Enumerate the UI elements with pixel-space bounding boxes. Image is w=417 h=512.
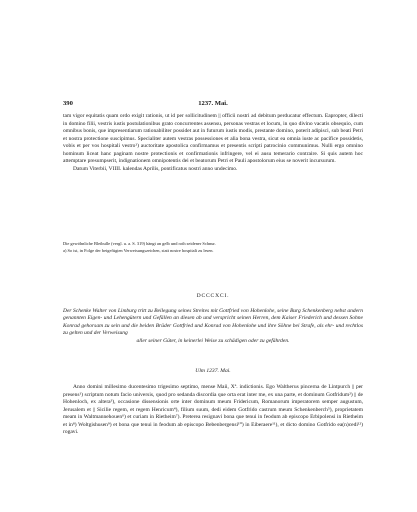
footnote-a: a) So ist, in Folge der beigefügten Verweisungszeichen, statt nostre hospitali zu lesen. bbox=[63, 248, 214, 253]
running-header bbox=[63, 100, 363, 112]
charter-text-end bbox=[63, 113, 363, 173]
place-date-line: Ulm 1237. Mai. bbox=[195, 368, 231, 374]
regest-text-end: aller seiner Güter, in keinerlei Weise zu schädigen oder zu gefährden. bbox=[136, 337, 290, 344]
regest-summary bbox=[63, 308, 363, 345]
regest-text: Der Schenke Walter von Limburg tritt zu Beilegung seines Streites mit Gottfried von Hohenlohe, seine Burg Schenkenberg nebst andern genannten Eigen- und Lehengütern und Gefällen an diesen ab und verspricht seinen Herren, dem Kaiser Friederich und dessen Sohne Konrad gehorsam zu sein und die beiden Brüder Gottfried und Konrad von Hohenlohe und ihre Söhne bei Strafe, als ehr- und rechtlos zu gelten und der Verweisung bbox=[63, 308, 363, 337]
charter-text-start: Anno domini millesimo ducentesimo trigesimo septimo, mense Maii, Xª. indictionis. Ego Waltherus pincerna de Lintpurch || per presens¹) scriptum notum facio universis, quod pro sedanda discordia que orta erat inter me, ex una parte, et dominum Gotfridum²) || de Hohenloch, ex altera³), occasione dissensionis orte inter dominum meum Fridericum, Romanorum imperatorem semper augustum, Jerusalem et || Sicilie regem, et regem Henricum⁴), filium suum, dedi eidem Gotfrido castrum meum Schenkenberch⁵), proprietatem meam in Waltmannehouen⁶) et curiam in Rietheim⁷). Preterea resignavi bona que tenui in feodum ab episcopo Erbipolensi in Rietheim et in⁸) Woltgishusen⁹) et bona que tenui in feodum ab episcopo Bebenbergensi¹⁰) in Eiberaere¹¹), et dicto domino Gotfrido ea(n)cedi¹²) rogavi. bbox=[63, 384, 363, 435]
running-title: 1237. Mai. bbox=[198, 100, 228, 107]
charter-paragraph: tam vigor equitatis quam ordo exigit rationis, ut id per sollicitudinem || officii nostri ad debitum perducatur effectum. Eapropter, dilecti in domino filii, vestris iustis postulationibus grato concurrentes assensu, personas vestras et locum, in quo divino vacatis obsequio, cum omnibus bonis, que impresentiarum rationabiliter possidet aut in futurum iustis modis, prestante domino, poterit adipisci, sub beati Petri et nostra protectione suscipimus. Specialiter autem vestras possessiones et alia bona vestra, sicut ea omnia iuste ac pacifice possidetis, vobis et per vos hospitali vestro¹) auctoritate apostolica confirmamus et presentis scripti patrocinio communimus. Nulli ergo omnino hominum liceat hanc paginam nostre protectionis et confirmationis infringere, vel ei ausu temerario contraire. Si quis autem hoc attemptare presumpserit, indignationem omnipotentis dei et beatorum Petri et Pauli apostolorum eius se noverit incursurum. bbox=[63, 113, 363, 164]
page-number: 390 bbox=[63, 100, 73, 107]
seal-note: Die gewöhnliche Bleibulle (vergl. u. a. S. 319) hängt an gelb und roth seidener Schnur. bbox=[63, 241, 216, 246]
document-number: DCCCXCI. bbox=[196, 293, 230, 299]
apparatus-notes bbox=[63, 240, 363, 254]
charter-datum: Datum Viterbii, VIIII. kalendas Aprilis, pontificatus nostri anno undecimo. bbox=[73, 165, 238, 172]
